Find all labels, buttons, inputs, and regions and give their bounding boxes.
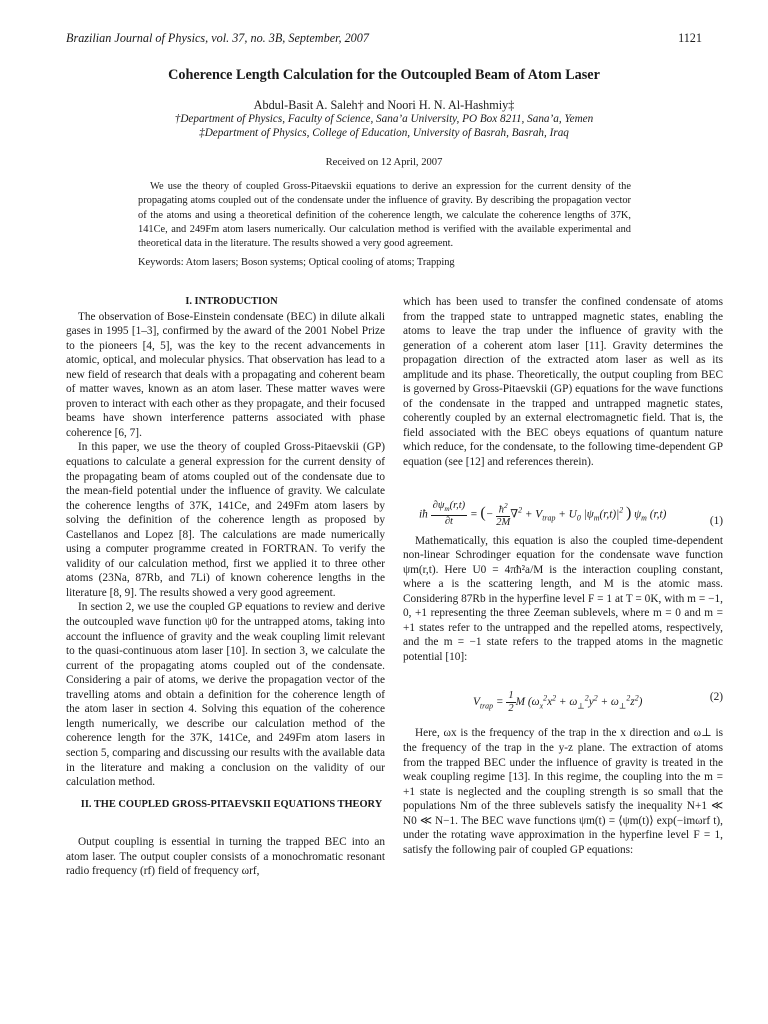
paragraph: Mathematically, this equation is also the coupled time-dependent non-linear Schrodinger equation for the condensate wave function ψm(r,t). Here U0 = 4πħ²a/M is the interaction coupling constant, where a is the scattering length, and M is the atomic mass. Considering 87Rb in the hyperfine level F = 1 at T = 0K, with m = −1, 0, +1 representing the three Zeeman sublevels, where m = 0 and m = +1 states refer to the untrapped and the repelled atoms, respectively, and the m = −1 state refers to the trapped atoms in the magnetic potential [10]: [403, 534, 723, 663]
affiliation-basrah: ‡Department of Physics, College of Education, University of Basrah, Basrah, Iraq [199, 127, 569, 139]
keywords: Keywords: Atom lasers; Boson systems; Optical cooling of atoms; Trapping [138, 257, 455, 268]
abstract [138, 180, 631, 251]
paragraph: In section 2, we use the coupled GP equations to review and derive the outcoupled wave function ψ0 for the untrapped atoms, taking into account the influence of gravity and the weak coupling limit relevant to the quasi-continuous atom laser [10]. In section 3, we calculate the current of the propagating atoms coupled out of the condensate. Considering a pair of atoms, we derive the propagation vector of the travelling atoms and obtain a definition for the coherence length of the atom laser in section 4. Solving this equation of the coherence length numerically, we describe our calculation method of the coherence length for the 37K, 141Ce, and 249Fm atom lasers in section 5, comparing and discussing our results with the available data in the literature and making a conclusion on the validity of our calculation method. [66, 601, 385, 789]
equation-1-number: (1) [709, 514, 723, 527]
page-number: 1121 [678, 31, 702, 45]
equation-2-number: (2) [709, 691, 723, 704]
paragraph: Output coupling is essential in turning the trapped BEC into an atom laser. The output coupler consists of a monochromatic resonant radio frequency (rf) field of frequency ωrf, [66, 836, 385, 878]
running-header [66, 31, 702, 47]
equation-1 [403, 490, 723, 534]
section-heading-introduction: I. INTRODUCTION [185, 296, 278, 307]
paper-title: Coherence Length Calculation for the Outcoupled Beam of Atom Laser [168, 67, 600, 83]
equation-1-body: iħ $\frac{\partial\psi_m(r,t)}{\partial t}$ = (− $\frac{ħ^2}{2M}$ $\nabla^2 + V_{trap} + U_0$ $|\psi_m(r,t)|^2$ ) $\psi_m$ (r,t) [419, 500, 667, 529]
received-date: Received on 12 April, 2007 [325, 157, 443, 168]
paragraph: In this paper, we use the theory of coupled Gross-Pitaevskii (GP) equations to calculate a general expression for the current density of the propagating beam of atoms coupled out of the condensate due to the mean-field potential under the influence of gravity. We calculate the coherence lengths of 37K, 141Ce, and 249Fm atom lasers by solving the definition of the coherence length as proposed by Castellanos and Lopez [8]. The calculations are made numerically using a computer programme created in FORTRAN. To verify the validity of our calculation method, first we applied it to three other atoms (23Na, 87Rb, and 7Li) of known coherence lengths in the literature [8, 9]. The results showed a very good agreement. [66, 441, 385, 599]
journal-citation: Brazilian Journal of Physics, vol. 37, no. 3B, September, 2007 [66, 31, 369, 45]
equation-2-body: $V_{trap}$ = $\frac{1}{2}$ M $(\omega_x^2x^2 + \omega_\perp^2y^2 + \omega_\perp^2z^2)$ [473, 690, 643, 715]
paragraph: The observation of Bose-Einstein condensate (BEC) in dilute alkali gases in 1995 [1–3], confirmed by the award of the 2001 Nobel Prize to the pioneers [4, 5], was the key to the recent advancements in atomic, optical, and molecular physics. That observation has lead to a new field of research that deals with a propagating and coherent beam of matter waves, known as an atom laser. These matter waves were proven to interact with each other as they propagate, and their focused beams have shown interference patterns associated with phase coherence [6, 7]. [66, 310, 385, 439]
abstract-text: We use the theory of coupled Gross-Pitaevskii equations to derive an expression for the current density of the propagating atoms coupled out of the condensate under the influence of gravity. By describing the propagation vector of the atoms and using a theoretical definition of the coherence length, we calculate the coherence lengths of 37K, 141Ce, and 249Fm atom lasers numerically. Our calculation method is verified with the available experimental and theoretical data in the literature. The results showed a very good agreement. [138, 181, 631, 250]
left-column [66, 295, 385, 879]
paragraph: Here, ωx is the frequency of the trap in the x direction and ω⊥ is the frequency of the trap in the y-z plane. The extraction of atoms from the trapped BEC under the influence of gravity is treated in the weak coupling regime [13]. In this regime, the coupling into the m = +1 state is neglected and the coupling strength is so small that the populations Nm of the three sublevels satisfy the inequality N+1 ≪ N0 ≪ N−1. The BEC wave functions ψm(t) = ⟨ψm(t)⟩ exp(−imωrf t), under the rotating wave approximation in the hyperfine level F = 1, satisfy the following pair of coupled GP equations: [403, 727, 723, 856]
authors: Abdul-Basit A. Saleh† and Noori H. N. Al-Hashmiy‡ [253, 98, 515, 112]
right-column [403, 295, 723, 857]
affiliation-sanaa: †Department of Physics, Faculty of Science, Sana’a University, PO Box 8211, Sana’a, Yemen [174, 113, 594, 125]
paragraph: which has been used to transfer the confined condensate of atoms from the trapped state to untrapped magnetic states, enabling the atoms to leave the trap under the influence of gravity with the generation of a coherent atom laser [11]. Gravity determines the propagation direction of the extracted atom laser as well as its amplitude and its phase. Theoretically, the output coupling from BEC is governed by Gross-Pitaevskii (GP) equations for the wave functions of the condensate in the trapped and untrapped magnetic states, coherently coupled by an external electromagnetic field. That is, the field associated with the BEC obeys equations of quantum nature which reduce, for the condensate, to the following time-dependent GP equation (see [12] and references therein). [403, 296, 723, 469]
section-heading-theory: II. THE COUPLED GROSS-PITAEVSKII EQUATIONS THEORY [80, 798, 383, 810]
equation-2 [403, 676, 723, 716]
